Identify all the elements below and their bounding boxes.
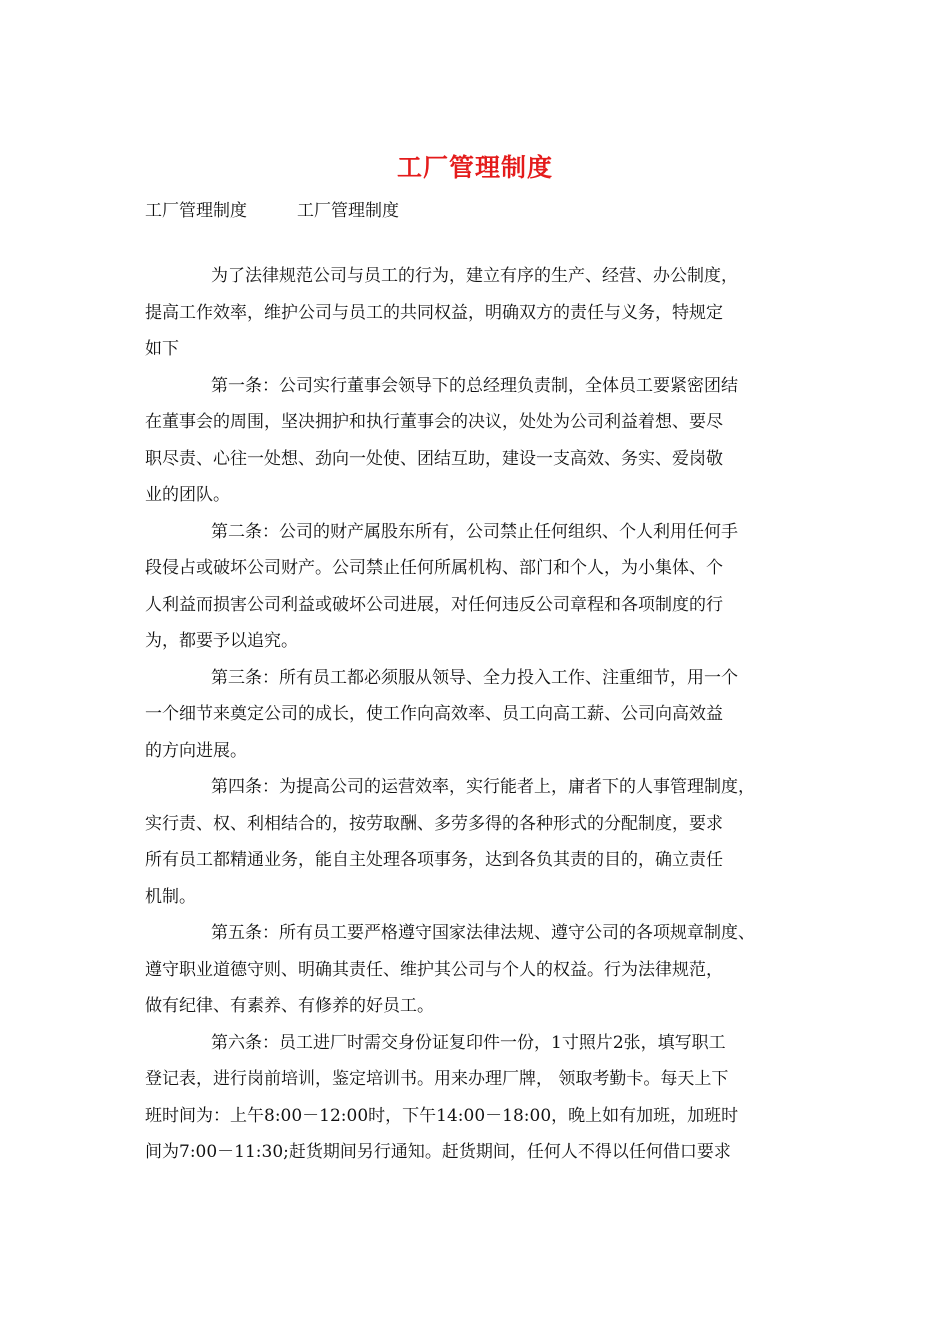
subtitle-left: 工厂管理制度 <box>145 201 247 221</box>
paragraph-line: 为，都要予以追究。 <box>145 631 298 651</box>
paragraph-line: 的方向进展。 <box>145 740 247 761</box>
paragraph-line: 为了法律规范公司与员工的行为，建立有序的生产、经营、办公制度， <box>211 266 738 286</box>
paragraph-line: 机制。 <box>145 886 196 907</box>
paragraph-article-3 <box>145 660 815 770</box>
paragraph-article-5 <box>145 915 815 1025</box>
document-body <box>145 258 815 1171</box>
paragraph-line: 登记表，进行岗前培训，鉴定培训书。用来办理厂牌， 领取考勤卡。每天上下 <box>145 1069 729 1089</box>
paragraph-line: 段侵占或破坏公司财产。公司禁止任何所属机构、部门和个人，为小集体、个 <box>145 558 723 578</box>
paragraph-intro <box>145 258 815 368</box>
paragraph-article-2 <box>145 514 815 660</box>
paragraph-article-1 <box>145 368 815 514</box>
paragraph-line: 第六条：员工进厂时需交身份证复印件一份，1寸照片2张，填写职工 <box>211 1032 726 1053</box>
paragraph-line: 第三条：所有员工都必须服从领导、全力投入工作、注重细节，用一个 <box>211 667 738 688</box>
paragraph-line: 第五条：所有员工要严格遵守国家法律法规、遵守公司的各项规章制度、 <box>211 923 755 943</box>
paragraph-line: 第一条：公司实行董事会领导下的总经理负责制，全体员工要紧密团结 <box>211 375 738 396</box>
subtitle-row <box>145 196 399 226</box>
paragraph-line: 做有纪律、有素养、有修养的好员工。 <box>145 996 434 1016</box>
paragraph-line: 遵守职业道德守则、明确其责任、维护其公司与个人的权益。行为法律规范， <box>145 959 723 980</box>
document-title: 工厂管理制度 <box>396 153 553 182</box>
paragraph-line: 如下 <box>145 339 179 359</box>
paragraph-line: 提高工作效率，维护公司与员工的共同权益，明确双方的责任与义务，特规定 <box>145 302 723 323</box>
paragraph-line: 第四条：为提高公司的运营效率，实行能者上，庸者下的人事管理制度， <box>211 777 755 797</box>
paragraph-line: 第二条：公司的财产属股东所有，公司禁止任何组织、个人利用任何手 <box>211 521 738 542</box>
paragraph-article-6 <box>145 1025 815 1171</box>
paragraph-line: 人利益而损害公司利益或破坏公司进展，对任何违反公司章程和各项制度的行 <box>145 594 723 615</box>
paragraph-line: 职尽责、心往一处想、劲向一处使、团结互助，建设一支高效、务实、爱岗敬 <box>145 448 723 469</box>
paragraph-line: 在董事会的周围，坚决拥护和执行董事会的决议，处处为公司利益着想、要尽 <box>145 412 723 432</box>
paragraph-line: 实行责、权、利相结合的，按劳取酬、多劳多得的各种形式的分配制度，要求 <box>145 813 723 834</box>
paragraph-line: 间为7:00－11:30;赶货期间另行通知。赶货期间，任何人不得以任何借口要求 <box>145 1142 731 1162</box>
subtitle-right: 工厂管理制度 <box>297 201 399 221</box>
paragraph-line: 一个细节来奠定公司的成长，使工作向高效率、员工向高工薪、公司向高效益 <box>145 704 723 724</box>
paragraph-line: 班时间为：上午8:00－12:00时，下午14:00－18:00，晚上如有加班，加班时 <box>145 1105 739 1126</box>
paragraph-article-4 <box>145 769 815 915</box>
paragraph-line: 业的团队。 <box>145 485 230 505</box>
paragraph-line: 所有员工都精通业务，能自主处理各项事务，达到各负其责的目的，确立责任 <box>145 850 723 870</box>
